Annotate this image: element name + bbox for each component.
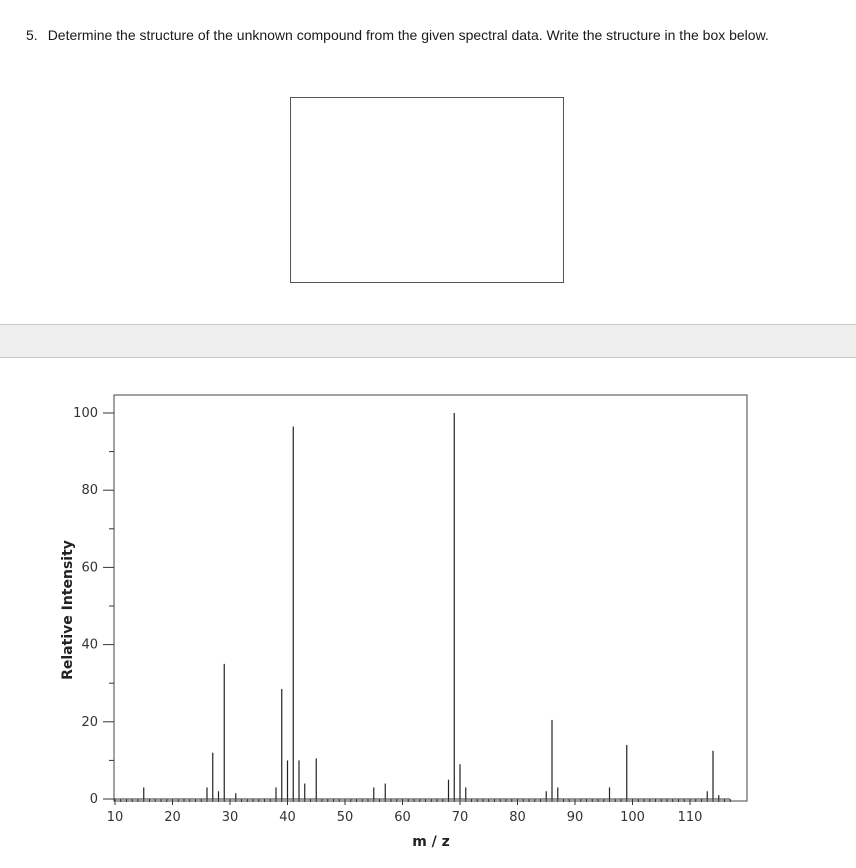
x-tick-label: 60 — [394, 810, 411, 825]
y-tick-label: 40 — [81, 637, 98, 653]
x-tick-label: 20 — [164, 810, 181, 825]
x-tick-label: 50 — [336, 810, 354, 825]
x-tick-label: 10 — [106, 810, 124, 825]
x-tick-label: 100 — [620, 810, 645, 825]
y-tick-label: 100 — [73, 406, 98, 421]
y-tick-label: 60 — [81, 560, 98, 576]
question-prompt: Determine the structure of the unknown compound from the given spectral data. Write the structure in the box below. — [47, 27, 769, 43]
y-tick-label: 0 — [89, 792, 98, 807]
plot-frame — [114, 395, 747, 801]
y-tick-label: 20 — [81, 714, 98, 730]
x-tick-label: 30 — [221, 810, 239, 825]
section-divider — [0, 324, 856, 358]
x-tick-label: 110 — [677, 810, 703, 825]
x-tick-label: 80 — [509, 810, 526, 825]
structure-answer-box[interactable] — [290, 97, 564, 283]
x-tick-label: 40 — [279, 810, 296, 825]
y-tick-label: 80 — [81, 483, 98, 499]
x-axis-label: m / z — [412, 834, 450, 850]
question-text — [26, 27, 769, 43]
question-number: 5. — [26, 27, 38, 43]
y-axis-label: Relative Intensity — [60, 540, 76, 680]
mass-spectrum-svg — [0, 360, 856, 868]
x-tick-label: 90 — [566, 810, 584, 825]
mass-spectrum-chart — [0, 360, 856, 868]
x-tick-label: 70 — [451, 810, 469, 825]
